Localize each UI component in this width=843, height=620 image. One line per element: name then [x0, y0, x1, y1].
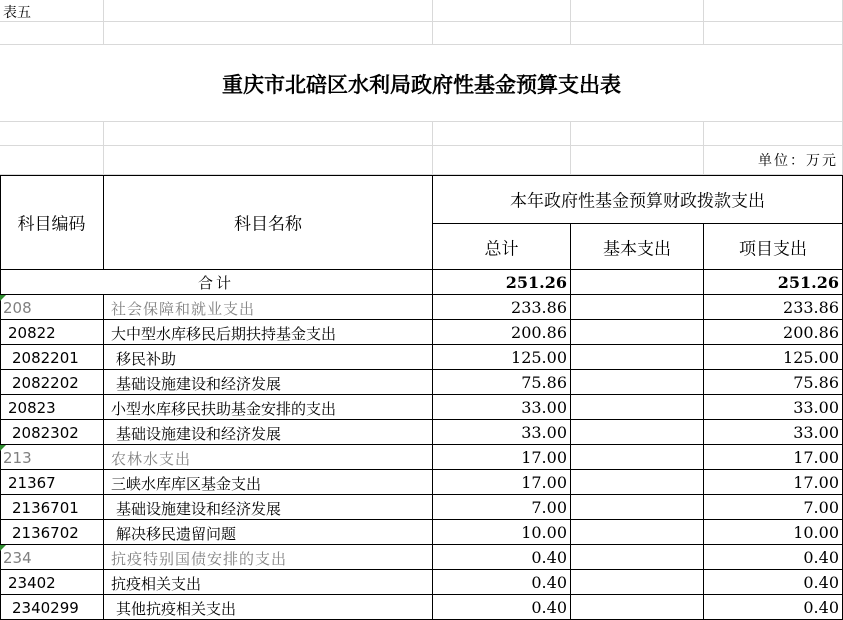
grid-cell[interactable] — [433, 22, 571, 45]
grid-cell[interactable] — [704, 122, 843, 146]
row-name: 三峡水库库区基金支出 — [111, 475, 262, 493]
row-code: 234 — [3, 549, 32, 567]
row-name-cell[interactable] — [104, 370, 433, 395]
row-total: 33.00 — [521, 398, 567, 417]
table-label-cell[interactable] — [0, 0, 104, 22]
row-code: 20822 — [8, 324, 56, 342]
row-code-cell[interactable] — [0, 495, 104, 520]
row-code: 2082302 — [12, 424, 79, 442]
row-name-cell[interactable] — [104, 320, 433, 345]
unit-label: 单位：万元 — [758, 153, 838, 169]
row-code-cell[interactable] — [0, 545, 104, 570]
row-code-cell[interactable] — [0, 595, 104, 620]
row-basic-cell[interactable] — [571, 370, 704, 395]
header-project-label: 项目支出 — [739, 239, 807, 259]
row-code-cell[interactable] — [0, 320, 104, 345]
header-basic[interactable] — [571, 224, 704, 270]
row-basic-cell[interactable] — [571, 445, 704, 470]
row-name: 移民补助 — [116, 350, 177, 368]
row-code: 21367 — [8, 474, 56, 492]
grid-cell[interactable] — [0, 122, 104, 146]
row-basic-cell[interactable] — [571, 595, 704, 620]
grid-cell[interactable] — [0, 22, 104, 45]
row-name-cell[interactable] — [104, 395, 433, 420]
row-basic-cell[interactable] — [571, 545, 704, 570]
row-total-cell[interactable] — [433, 295, 571, 320]
comment-marker-icon — [0, 295, 6, 301]
row-total: 75.86 — [521, 373, 567, 392]
row-project: 33.00 — [793, 398, 839, 417]
row-name: 抗疫特别国债安排的支出 — [111, 550, 288, 568]
row-total-cell[interactable] — [433, 495, 571, 520]
header-total-label: 总计 — [484, 239, 519, 259]
row-project-cell[interactable] — [704, 295, 843, 320]
total-project-cell[interactable] — [704, 270, 843, 295]
row-name: 其他抗疫相关支出 — [116, 600, 237, 618]
header-name-label: 科目名称 — [234, 214, 302, 235]
row-code-cell[interactable] — [0, 420, 104, 445]
header-project[interactable] — [704, 224, 843, 270]
grid-cell[interactable] — [704, 22, 843, 45]
row-basic-cell[interactable] — [571, 495, 704, 520]
row-project: 233.86 — [783, 298, 839, 317]
row-code: 213 — [3, 449, 32, 467]
total-label: 合计 — [197, 274, 234, 292]
row-code-cell[interactable] — [0, 470, 104, 495]
title-wrap — [0, 45, 843, 122]
row-code-cell[interactable] — [0, 395, 104, 420]
grid-cell[interactable] — [433, 146, 571, 175]
row-name: 大中型水库移民后期扶持基金支出 — [111, 325, 337, 343]
row-total: 33.00 — [521, 423, 567, 442]
row-total-cell[interactable] — [433, 595, 571, 620]
row-code: 2136701 — [12, 499, 79, 517]
row-total-cell[interactable] — [433, 420, 571, 445]
row-basic-cell[interactable] — [571, 570, 704, 595]
row-total-cell[interactable] — [433, 470, 571, 495]
row-name-cell[interactable] — [104, 420, 433, 445]
row-project-cell[interactable] — [704, 370, 843, 395]
row-name: 基础设施建设和经济发展 — [116, 500, 282, 518]
row-code: 20823 — [8, 399, 56, 417]
grid-cell[interactable] — [433, 0, 571, 22]
row-basic-cell[interactable] — [571, 345, 704, 370]
row-project: 0.40 — [803, 598, 839, 617]
header-group[interactable] — [433, 175, 843, 224]
row-name-cell[interactable] — [104, 445, 433, 470]
row-project: 7.00 — [803, 498, 839, 517]
grid-cell[interactable] — [571, 146, 704, 175]
row-total: 7.00 — [531, 498, 567, 517]
row-name: 小型水库移民扶助基金安排的支出 — [111, 400, 337, 418]
row-code-cell[interactable] — [0, 295, 104, 320]
table-label: 表五 — [3, 5, 31, 21]
row-total-cell[interactable] — [433, 570, 571, 595]
row-name-cell[interactable] — [104, 295, 433, 320]
row-name: 基础设施建设和经济发展 — [116, 425, 282, 443]
row-project-cell[interactable] — [704, 445, 843, 470]
grid-cell[interactable] — [571, 122, 704, 146]
row-project-cell[interactable] — [704, 420, 843, 445]
row-total: 0.40 — [531, 548, 567, 567]
row-project: 125.00 — [783, 348, 839, 367]
row-total-cell[interactable] — [433, 445, 571, 470]
row-project-cell[interactable] — [704, 570, 843, 595]
comment-marker-icon — [0, 545, 6, 551]
total-sum-cell[interactable] — [433, 270, 571, 295]
row-name: 解决移民遗留问题 — [116, 525, 237, 543]
row-code-cell[interactable] — [0, 345, 104, 370]
row-name-cell[interactable] — [104, 345, 433, 370]
row-project: 10.00 — [793, 523, 839, 542]
row-code: 2082202 — [12, 374, 79, 392]
row-name-cell[interactable] — [104, 470, 433, 495]
comment-marker-icon — [0, 445, 6, 451]
row-total: 10.00 — [521, 523, 567, 542]
row-name: 基础设施建设和经济发展 — [116, 375, 282, 393]
row-total: 0.40 — [531, 598, 567, 617]
row-project: 200.86 — [783, 323, 839, 342]
row-project-cell[interactable] — [704, 495, 843, 520]
row-total: 233.86 — [511, 298, 567, 317]
header-name[interactable] — [104, 175, 433, 270]
row-basic-cell[interactable] — [571, 470, 704, 495]
row-total-cell[interactable] — [433, 395, 571, 420]
row-code: 2340299 — [12, 599, 79, 617]
page-title: 重庆市北碚区水利局政府性基金预算支出表 — [222, 72, 621, 97]
row-total-cell[interactable] — [433, 320, 571, 345]
total-project: 251.26 — [777, 273, 839, 292]
row-name: 农林水支出 — [111, 450, 192, 468]
row-project: 17.00 — [793, 473, 839, 492]
row-project-cell[interactable] — [704, 520, 843, 545]
total-basic-cell[interactable] — [571, 270, 704, 295]
grid-cell[interactable] — [104, 22, 433, 45]
row-project-cell[interactable] — [704, 345, 843, 370]
row-name-cell[interactable] — [104, 570, 433, 595]
grid-cell[interactable] — [704, 0, 843, 22]
row-code-cell[interactable] — [0, 520, 104, 545]
row-code: 23402 — [8, 574, 56, 592]
total-label-cell[interactable] — [0, 270, 433, 295]
row-name: 社会保障和就业支出 — [111, 300, 256, 318]
row-basic-cell[interactable] — [571, 420, 704, 445]
row-total: 0.40 — [531, 573, 567, 592]
row-project-cell[interactable] — [704, 545, 843, 570]
row-code-cell[interactable] — [0, 370, 104, 395]
row-total: 125.00 — [511, 348, 567, 367]
header-group-label: 本年政府性基金预算财政拨款支出 — [510, 191, 765, 212]
row-basic-cell[interactable] — [571, 320, 704, 345]
row-basic-cell[interactable] — [571, 295, 704, 320]
row-total: 200.86 — [511, 323, 567, 342]
row-name-cell[interactable] — [104, 545, 433, 570]
grid-cell[interactable] — [104, 146, 433, 175]
grid-cell[interactable] — [104, 0, 433, 22]
row-name: 抗疫相关支出 — [111, 575, 202, 593]
row-code-cell[interactable] — [0, 445, 104, 470]
row-project: 0.40 — [803, 573, 839, 592]
grid-cell[interactable] — [433, 122, 571, 146]
row-code: 208 — [3, 299, 32, 317]
row-project-cell[interactable] — [704, 595, 843, 620]
row-basic-cell[interactable] — [571, 520, 704, 545]
row-project: 33.00 — [793, 423, 839, 442]
row-name-cell[interactable] — [104, 495, 433, 520]
grid-cell[interactable] — [571, 22, 704, 45]
header-code-label: 科目编码 — [17, 214, 86, 235]
row-total-cell[interactable] — [433, 345, 571, 370]
row-total-cell[interactable] — [433, 545, 571, 570]
row-code-cell[interactable] — [0, 570, 104, 595]
grid-cell[interactable] — [571, 0, 704, 22]
row-name-cell[interactable] — [104, 520, 433, 545]
row-total-cell[interactable] — [433, 520, 571, 545]
row-total: 17.00 — [521, 448, 567, 467]
header-basic-label: 基本支出 — [603, 239, 671, 259]
row-code: 2082201 — [12, 349, 79, 367]
grid-cell[interactable] — [0, 146, 104, 175]
row-project: 17.00 — [793, 448, 839, 467]
row-project: 0.40 — [803, 548, 839, 567]
row-name-cell[interactable] — [104, 595, 433, 620]
row-project-cell[interactable] — [704, 395, 843, 420]
row-project-cell[interactable] — [704, 470, 843, 495]
row-project-cell[interactable] — [704, 320, 843, 345]
total-sum: 251.26 — [505, 273, 567, 292]
row-total-cell[interactable] — [433, 370, 571, 395]
header-total[interactable] — [433, 224, 571, 270]
header-code[interactable] — [0, 175, 104, 270]
row-basic-cell[interactable] — [571, 395, 704, 420]
row-project: 75.86 — [793, 373, 839, 392]
row-code: 2136702 — [12, 524, 79, 542]
grid-cell[interactable] — [104, 122, 433, 146]
row-total: 17.00 — [521, 473, 567, 492]
